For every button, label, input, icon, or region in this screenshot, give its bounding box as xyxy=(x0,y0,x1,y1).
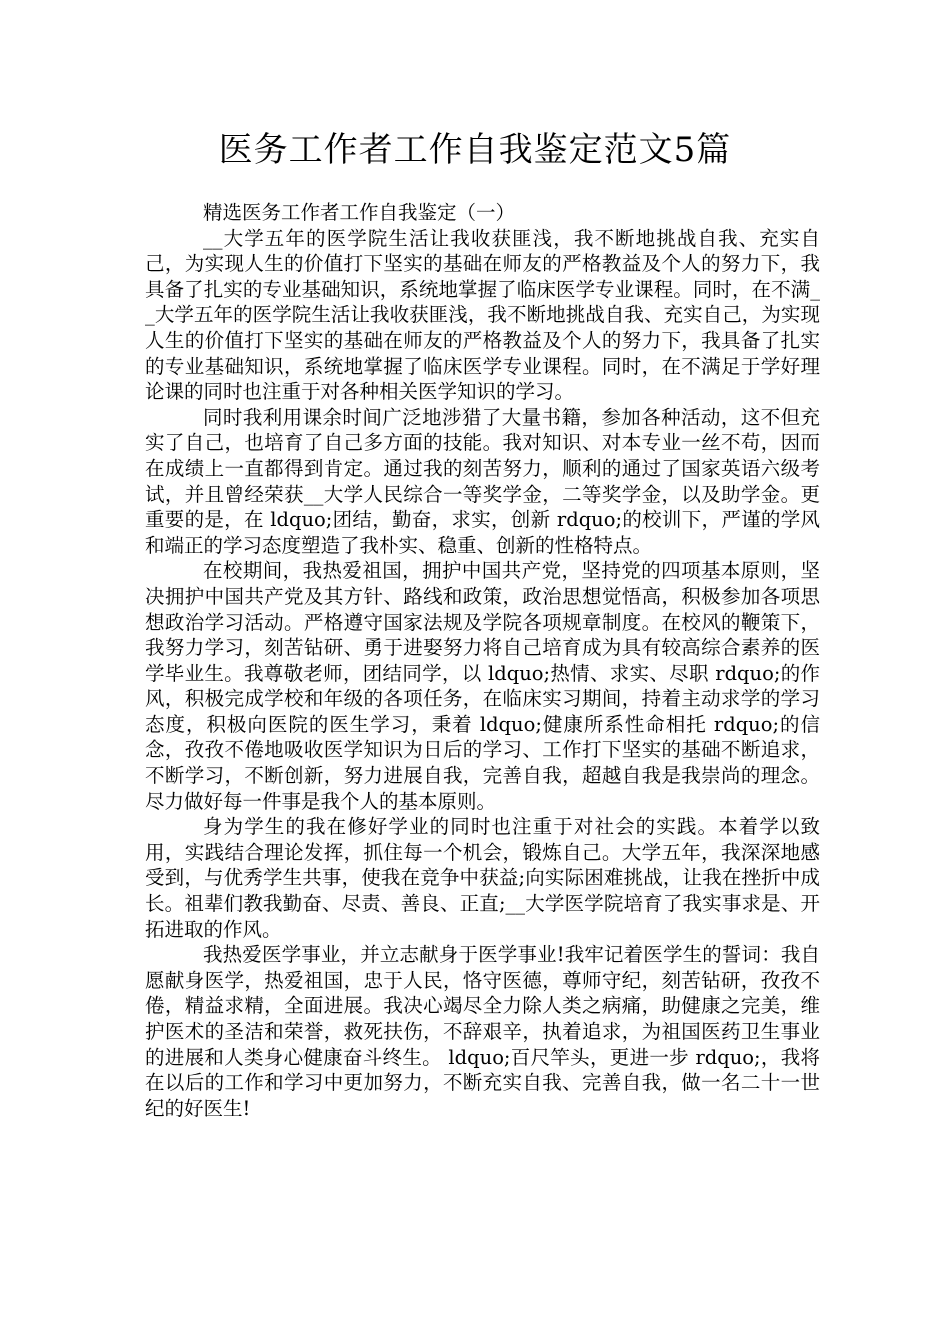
document-title: 医务工作者工作自我鉴定范文5篇 xyxy=(218,130,732,170)
paragraph: __大学五年的医学院生活让我收获匪浅，我不断地挑战自我、充实自己，为实现人生的价值打下坚实的基础在师友的严格教益及个人的努力下，我具备了扎实的专业基础知识，系统地掌握了临床医学专业课程。同时，在不满__大学五年的医学院生活让我收获匪浅，我不断地挑战自我、充实自己，为实现人生的价值打下坚实的基础在师友的严格教益及个人的努力下，我具备了扎实的专业基础知识，系统地掌握了临床医学专业课程。同时，在不满足于学好理论课的同时也注重于对各种相关医学知识的学习。 xyxy=(145,226,820,404)
section-subtitle: 精选医务工作者工作自我鉴定（一） xyxy=(203,201,516,224)
paragraph: 我热爱医学事业，并立志献身于医学事业!我牢记着医学生的誓词：我自愿献身医学，热爱祖国，忠于人民，恪守医德，尊师守纪，刻苦钻研，孜孜不倦，精益求精，全面进展。我决心竭尽全力除人类之病痛，助健康之完美，维护医术的圣洁和荣誉，救死扶伤，不辞艰辛，执着追求，为祖国医药卫生事业的进展和人类身心健康奋斗终生。 ldquo;百尺竿头，更进一步 rdquo;，我将在以后的工作和学习中更加努力，不断充实自我、完善自我，做一名二十一世纪的好医生! xyxy=(145,943,820,1120)
paragraph: 同时我利用课余时间广泛地涉猎了大量书籍，参加各种活动，这不但充实了自己，也培育了自己多方面的技能。我对知识、对本专业一丝不苟，因而在成绩上一直都得到肯定。通过我的刻苦努力，顺利的通过了国家英语六级考试，并且曾经荣获__大学人民综合一等奖学金，二等奖学金，以及助学金。更重要的是，在 ldquo;团结，勤奋，求实，创新 rdquo;的校训下，严谨的学风和端正的学习态度塑造了我朴实、稳重、创新的性格特点。 xyxy=(145,405,820,557)
document-body xyxy=(145,200,820,1121)
paragraph: 身为学生的我在修好学业的同时也注重于对社会的实践。本着学以致用，实践结合理论发挥，抓住每一个机会，锻炼自己。大学五年，我深深地感受到，与优秀学生共事，使我在竞争中获益;向实际困难挑战，让我在挫折中成长。祖辈们教我勤奋、尽责、善良、正直;__大学医学院培育了我实事求是、开拓进取的作风。 xyxy=(145,815,820,941)
paragraph: 在校期间，我热爱祖国，拥护中国共产党，坚持党的四项基本原则，坚决拥护中国共产党及其方针、路线和政策，政治思想觉悟高，积极参加各项思想政治学习活动。严格遵守国家法规及学院各项规章制度。在校风的鞭策下，我努力学习，刻苦钻研、勇于进娶努力将自己培育成为具有较高综合素养的医学毕业生。我尊敬老师，团结同学，以 ldquo;热情、求实、尽职 rdquo;的作风，积极完成学校和年级的各项任务，在临床实习期间，持着主动求学的学习态度，积极向医院的医生学习，秉着 ldquo;健康所系性命相托 rdquo;的信念，孜孜不倦地吸收医学知识为日后的学习、工作打下坚实的基础不断追求，不断学习，不断创新，努力进展自我，完善自我，超越自我是我崇尚的理念。尽力做好每一件事是我个人的基本原则。 xyxy=(145,559,820,813)
